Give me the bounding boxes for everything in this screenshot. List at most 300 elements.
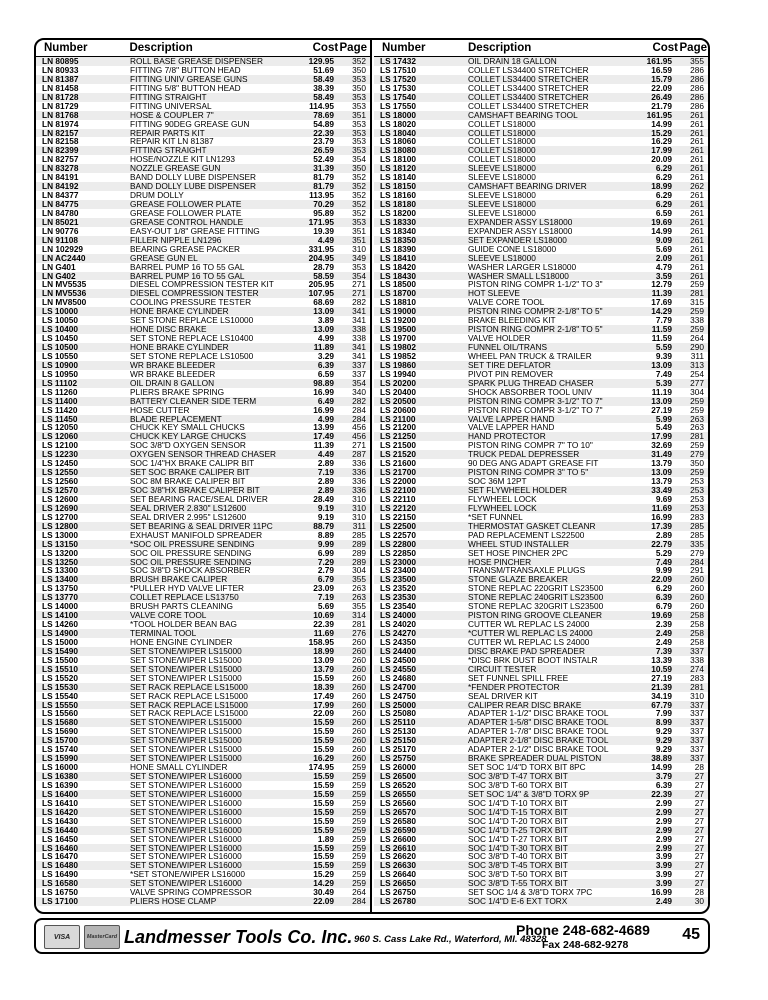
part-description: SOC 1/4"D T-20 TORX BIT — [468, 816, 568, 826]
catalog-page: 310 — [352, 494, 366, 504]
table-row — [374, 477, 710, 486]
catalog-page: 261 — [690, 173, 704, 183]
part-number: LS 22120 — [380, 503, 416, 513]
part-cost: 22.09 — [313, 709, 334, 719]
part-description: EXPANDER ASSY LS18000 — [468, 226, 573, 236]
part-number: LS 22110 — [380, 494, 416, 504]
right-table-body — [374, 57, 710, 906]
part-cost: 8.99 — [655, 718, 672, 728]
part-number: LS 23540 — [380, 602, 416, 612]
part-cost: 13.09 — [313, 307, 334, 317]
catalog-page: 283 — [690, 673, 704, 683]
table-row — [374, 459, 710, 468]
catalog-page: 261 — [690, 235, 704, 245]
catalog-page: 456 — [352, 423, 366, 433]
part-number: LN 102929 — [42, 244, 84, 254]
table-row — [36, 495, 370, 504]
part-description: CALIPER REAR DISC BRAKE — [468, 700, 582, 710]
part-number: LS 25750 — [380, 754, 416, 764]
catalog-page: 338 — [352, 325, 366, 335]
part-description: TRANSM/TRANSAXLE PLUGS — [468, 566, 586, 576]
part-cost: 5.69 — [655, 244, 672, 254]
catalog-page: 261 — [690, 128, 704, 138]
part-number: LS 22800 — [380, 539, 416, 549]
catalog-page: 261 — [690, 164, 704, 174]
part-cost: 6.29 — [655, 200, 672, 209]
part-number: LS 18060 — [380, 137, 416, 147]
part-description: SOC OIL PRESSURE SENDING — [130, 557, 252, 567]
catalog-page: 355 — [352, 602, 366, 612]
part-description: SET STONE/WIPER LS16000 — [130, 816, 242, 826]
part-cost: 23.09 — [313, 584, 334, 594]
catalog-page: 274 — [690, 664, 704, 674]
catalog-page: 315 — [690, 298, 704, 308]
part-description: SEAL DRIVER 2.830" LS12600 — [130, 503, 247, 513]
part-number: LS 24500 — [380, 655, 416, 665]
table-row — [36, 316, 370, 325]
table-row — [36, 665, 370, 674]
table-row — [374, 835, 710, 844]
part-cost: 15.59 — [313, 807, 334, 817]
table-row — [36, 674, 370, 683]
table-row — [374, 754, 710, 763]
part-description: BATTERY CLEANER SIDE TERM — [130, 396, 257, 406]
part-cost: 5.29 — [655, 548, 672, 558]
table-row — [36, 227, 370, 236]
part-cost: 22.39 — [651, 789, 672, 799]
part-description: FLYWHEEL LOCK — [468, 494, 537, 504]
catalog-page: 286 — [690, 65, 704, 75]
part-cost: 4.49 — [317, 450, 334, 460]
part-number: LS 16430 — [42, 816, 78, 826]
part-cost: 28.79 — [313, 262, 334, 272]
part-cost: 98.89 — [313, 378, 334, 388]
part-number: LS 23500 — [380, 575, 416, 585]
part-number: LS 14260 — [42, 620, 78, 629]
table-row — [36, 182, 370, 191]
part-description: PISTON RING COMPR 2-1/8" TO 5" — [468, 307, 603, 317]
part-number: LS 24000 — [380, 611, 416, 621]
table-row — [374, 75, 710, 84]
catalog-page: 349 — [352, 253, 366, 263]
part-description: SOC 3/8"D T-45 TORX BIT — [468, 861, 568, 871]
part-cost: 70.29 — [313, 200, 334, 209]
catalog-page: 341 — [352, 307, 366, 317]
part-description: SOC 1/4"D T-30 TORX BIT — [468, 843, 568, 853]
catalog-page: 261 — [690, 271, 704, 281]
part-description: SOC 1/4"D E-6 EXT TORX — [468, 897, 568, 907]
part-cost: 114.95 — [309, 101, 334, 111]
part-number: LS 11400 — [42, 396, 78, 406]
part-number: LS 13250 — [42, 557, 78, 567]
table-row — [36, 280, 370, 289]
part-cost: 3.79 — [655, 772, 672, 781]
catalog-page: 260 — [352, 736, 366, 746]
part-cost: 11.39 — [651, 289, 672, 299]
catalog-page: 336 — [352, 486, 366, 495]
part-cost: 2.79 — [317, 566, 334, 576]
table-row — [36, 745, 370, 754]
table-row — [374, 683, 710, 692]
part-cost: 174.95 — [308, 763, 334, 772]
part-description: STONE REPLAC 320GRIT LS23500 — [468, 602, 604, 612]
part-description: SHOCK ABSORBER TOOL UNIV — [468, 387, 592, 397]
left-table-body — [36, 57, 370, 906]
table-row — [36, 692, 370, 701]
part-description: SET STONE/WIPER LS16000 — [130, 798, 242, 808]
part-cost: 13.09 — [313, 655, 334, 665]
table-row — [36, 879, 370, 888]
catalog-page: 281 — [690, 682, 704, 692]
table-row — [374, 566, 710, 575]
part-number: LS 18410 — [380, 253, 416, 263]
part-cost: 3.29 — [317, 351, 334, 361]
part-description: SET RACK REPLACE LS15000 — [130, 691, 248, 701]
part-cost: 7.19 — [317, 468, 334, 478]
part-description: SET STONE/WIPER LS15000 — [130, 646, 242, 656]
part-cost: 13.39 — [651, 655, 672, 665]
catalog-page: 353 — [352, 262, 366, 272]
part-cost: 21.79 — [651, 101, 672, 111]
catalog-page: 337 — [690, 745, 704, 755]
catalog-page: 310 — [690, 691, 704, 701]
part-cost: 2.99 — [655, 834, 672, 844]
table-row — [36, 575, 370, 584]
part-number: LS 21520 — [380, 450, 416, 460]
part-cost: 6.79 — [655, 602, 672, 612]
part-number: LN 81974 — [42, 119, 79, 129]
table-row — [374, 137, 710, 146]
part-cost: 3.99 — [655, 852, 672, 862]
part-description: COLLET LS34400 STRETCHER — [468, 74, 589, 84]
part-description: BRAKE SPREADER DUAL PISTON — [468, 754, 602, 764]
part-cost: 2.49 — [655, 897, 672, 907]
part-description: PIVOT PIN REMOVER — [468, 369, 554, 379]
part-number: LN 84377 — [42, 191, 79, 200]
catalog-page: 337 — [690, 736, 704, 746]
part-description: VALVE SPRING COMPRESSOR — [130, 888, 252, 898]
table-row — [374, 549, 710, 558]
catalog-page: 260 — [352, 754, 366, 764]
table-row — [374, 531, 710, 540]
catalog-page: 337 — [690, 754, 704, 764]
part-cost: 19.69 — [651, 611, 672, 621]
part-cost: 18.99 — [651, 182, 672, 192]
table-row — [36, 566, 370, 575]
part-description: ADAPTER 2-1/2" DISC BRAKE TOOL — [468, 745, 609, 755]
part-description: WR BRAKE BLEEDER — [130, 360, 216, 370]
part-cost: 6.39 — [655, 780, 672, 790]
part-number: LS 17540 — [380, 92, 416, 102]
part-cost: 11.59 — [651, 325, 672, 335]
catalog-page: 261 — [690, 137, 704, 147]
part-cost: 9.19 — [317, 503, 334, 513]
part-description: BRUSH PARTS CLEANING — [130, 602, 233, 612]
part-description: VALVE CORE TOOL — [468, 298, 545, 308]
part-description: SET RACK REPLACE LS15000 — [130, 700, 248, 710]
part-description: VALVE LAPPER HAND — [468, 423, 555, 433]
catalog-page: 338 — [690, 316, 704, 326]
table-row — [36, 66, 370, 75]
part-cost: 7.79 — [655, 316, 672, 326]
part-cost: 38.89 — [651, 754, 672, 764]
part-number: LN 91108 — [42, 235, 78, 245]
table-row — [374, 236, 710, 245]
part-number: LS 23000 — [380, 557, 416, 567]
catalog-page: 284 — [352, 414, 366, 424]
part-description: SPARK PLUG THREAD CHASER — [468, 378, 594, 388]
catalog-page: 260 — [352, 655, 366, 665]
table-row — [36, 406, 370, 415]
table-row — [374, 397, 710, 406]
part-cost: 6.39 — [317, 360, 334, 370]
catalog-page: 313 — [690, 360, 704, 370]
part-description: COLLET LS34400 STRETCHER — [468, 65, 589, 75]
catalog-page: 337 — [690, 727, 704, 737]
catalog-page: 27 — [694, 870, 704, 880]
table-row — [374, 665, 710, 674]
part-number: LS 18120 — [380, 164, 416, 174]
catalog-page: 263 — [352, 593, 366, 603]
part-description: PLIERS HOSE CLAMP — [130, 897, 217, 907]
part-description: PISTON RING COMPR 3" TO 5" — [468, 468, 589, 478]
part-number: LS 15490 — [42, 646, 78, 656]
part-description: GREASE GUN EL — [130, 253, 198, 263]
part-description: SET HOSE PINCHER 2PC — [468, 548, 568, 558]
table-row — [36, 701, 370, 710]
part-number: LS 13770 — [42, 593, 78, 603]
part-cost: 22.09 — [651, 575, 672, 585]
part-description: SET FUNNEL SPILL FREE — [468, 673, 569, 683]
catalog-page: 260 — [352, 664, 366, 674]
part-number: LS 21600 — [380, 459, 416, 469]
table-row — [36, 835, 370, 844]
part-cost: 28.49 — [313, 494, 334, 504]
part-number: LS 20600 — [380, 405, 416, 415]
part-description: SET STONE/WIPER LS16000 — [130, 807, 242, 817]
catalog-page: 263 — [690, 423, 704, 433]
catalog-page: 283 — [690, 512, 704, 522]
part-number: LS 17550 — [380, 101, 416, 111]
part-number: LS 22150 — [380, 512, 416, 522]
part-description: SET STONE/WIPER LS16000 — [130, 834, 242, 844]
part-number: LS 21700 — [380, 468, 416, 478]
part-description: FILLER NIPPLE LN1296 — [130, 235, 222, 245]
part-cost: 6.29 — [655, 173, 672, 183]
part-description: OIL DRAIN 8 GALLON — [130, 378, 215, 388]
part-description: WASHER SMALL LS18000 — [468, 271, 569, 281]
part-cost: 15.59 — [313, 852, 334, 862]
part-description: BLADE REPLACEMENT — [130, 414, 222, 424]
part-description: SET STONE/WIPER LS15000 — [130, 664, 242, 674]
part-number: LS 19940 — [380, 369, 416, 379]
table-row — [36, 57, 370, 66]
part-description: WR BRAKE BLEEDER — [130, 369, 216, 379]
part-cost: 15.59 — [313, 780, 334, 790]
part-cost: 9.29 — [655, 745, 672, 755]
catalog-page: 259 — [352, 852, 366, 862]
part-cost: 7.29 — [317, 557, 334, 567]
part-description: REPAIR KIT LN 81387 — [130, 137, 214, 147]
right-column — [374, 40, 710, 912]
table-row — [374, 280, 710, 289]
table-row — [374, 66, 710, 75]
part-cost: 95.89 — [313, 208, 334, 218]
table-row — [36, 531, 370, 540]
part-description: SET STONE REPLACE LS10000 — [130, 316, 254, 326]
catalog-page: 27 — [694, 772, 704, 781]
table-row — [374, 370, 710, 379]
catalog-page: 353 — [352, 146, 366, 156]
part-cost: 17.69 — [651, 298, 672, 308]
table-row — [36, 513, 370, 522]
part-number: LS 23520 — [380, 584, 416, 594]
part-description: HAND PROTECTOR — [468, 432, 546, 442]
table-row — [36, 611, 370, 620]
part-number: LS 12800 — [42, 521, 78, 531]
catalog-page: 261 — [690, 146, 704, 156]
catalog-page: 281 — [690, 432, 704, 442]
part-number: LN 80895 — [42, 57, 79, 66]
part-cost: 2.99 — [655, 843, 672, 853]
table-row — [374, 772, 710, 781]
part-cost: 16.99 — [651, 512, 672, 522]
part-description: ROLL BASE GREASE DISPENSER — [130, 57, 263, 66]
table-row — [36, 602, 370, 611]
part-number: LN 82757 — [42, 155, 79, 165]
part-cost: 16.99 — [651, 888, 672, 898]
part-cost: 18.99 — [313, 646, 334, 656]
catalog-page: 336 — [352, 477, 366, 486]
part-description: SET BEARING RACE/SEAL DRIVER — [130, 494, 268, 504]
part-number: LS 18150 — [380, 182, 416, 192]
table-row — [36, 289, 370, 298]
part-number: LS 11450 — [42, 414, 78, 424]
catalog-page: 261 — [690, 217, 704, 227]
part-number: LS 11102 — [42, 378, 78, 388]
part-number: LS 24700 — [380, 682, 416, 692]
part-number: LS 15520 — [42, 673, 78, 683]
table-row — [36, 254, 370, 263]
part-description: *SET FUNNEL — [468, 512, 523, 522]
part-number: LS 20200 — [380, 378, 416, 388]
catalog-page: 337 — [352, 360, 366, 370]
part-number: LS 22100 — [380, 486, 416, 495]
catalog-page: 258 — [690, 611, 704, 621]
table-row — [36, 870, 370, 879]
part-description: WHEEL PAN TRUCK & TRAILER — [468, 351, 592, 361]
part-number: LS 12550 — [42, 468, 78, 478]
catalog-page: 350 — [690, 459, 704, 469]
part-description: COLLET LS18000 — [468, 119, 536, 129]
part-description: COLLET REPLACE LS13750 — [130, 593, 239, 603]
part-description: SET STONE REPLACE LS10400 — [130, 334, 254, 343]
table-row — [36, 334, 370, 343]
table-row — [36, 772, 370, 781]
part-number: LS 18390 — [380, 244, 416, 254]
part-description: SET RACK REPLACE LS15000 — [130, 709, 248, 719]
part-cost: 9.99 — [317, 539, 334, 549]
part-number: LS 18810 — [380, 298, 416, 308]
part-cost: 107.95 — [308, 289, 334, 299]
part-cost: 15.29 — [313, 870, 334, 880]
catalog-page: 310 — [352, 244, 366, 254]
table-row — [374, 432, 710, 441]
table-row — [374, 611, 710, 620]
part-cost: 22.39 — [313, 128, 334, 138]
catalog-page: 337 — [690, 709, 704, 719]
catalog-page: 350 — [352, 164, 366, 174]
part-description: SET STONE/WIPER LS16000 — [130, 772, 242, 781]
table-row — [36, 450, 370, 459]
table-row — [374, 129, 710, 138]
part-number: LN 82157 — [42, 128, 79, 138]
part-cost: 26.59 — [313, 146, 334, 156]
part-cost: 58.49 — [313, 92, 334, 102]
catalog-page: 287 — [352, 450, 366, 460]
part-description: SLEEVE LS18000 — [468, 200, 536, 209]
catalog-page: 340 — [352, 387, 366, 397]
part-number: LS 26000 — [380, 763, 416, 772]
catalog-page: 279 — [690, 450, 704, 460]
part-number: LS 26750 — [380, 888, 416, 898]
catalog-page: 27 — [694, 861, 704, 871]
catalog-page: 352 — [352, 173, 366, 183]
part-cost: 19.69 — [651, 217, 672, 227]
catalog-page: 291 — [690, 566, 704, 576]
table-row — [36, 808, 370, 817]
part-number: LS 26650 — [380, 879, 416, 889]
part-number: LS 15550 — [42, 700, 78, 710]
catalog-page: 284 — [690, 557, 704, 567]
part-number: LN 81458 — [42, 83, 79, 93]
catalog-page: 311 — [690, 351, 704, 361]
table-row — [36, 620, 370, 629]
table-row — [374, 799, 710, 808]
part-number: LS 11260 — [42, 387, 78, 397]
part-description: SET STONE/WIPER LS16000 — [130, 861, 242, 871]
part-number: LS 20400 — [380, 387, 416, 397]
table-row — [374, 727, 710, 736]
table-row — [374, 647, 710, 656]
catalog-page: 261 — [690, 191, 704, 200]
table-row — [374, 57, 710, 66]
part-description: HONE SMALL CYLINDER — [130, 763, 228, 772]
header-number: Number — [44, 42, 88, 54]
part-description: COLLET LS18000 — [468, 137, 536, 147]
part-number: LS 15560 — [42, 709, 78, 719]
catalog-page: 456 — [352, 432, 366, 442]
table-row — [36, 93, 370, 102]
table-row — [374, 540, 710, 549]
catalog-page: 259 — [352, 834, 366, 844]
part-number: LN 81729 — [42, 101, 79, 111]
catalog-page: 353 — [352, 101, 366, 111]
part-number: LS 18080 — [380, 146, 416, 156]
part-number: LS 12600 — [42, 494, 78, 504]
part-number: LS 15540 — [42, 691, 78, 701]
part-cost: 9.69 — [655, 494, 672, 504]
part-cost: 15.59 — [313, 843, 334, 853]
part-number: LS 18420 — [380, 262, 416, 272]
catalog-page: 353 — [352, 74, 366, 84]
catalog-page: 259 — [690, 405, 704, 415]
catalog-page: 27 — [694, 843, 704, 853]
catalog-page: 284 — [352, 405, 366, 415]
part-cost: 5.39 — [655, 378, 672, 388]
table-row — [36, 781, 370, 790]
catalog-page: 254 — [690, 369, 704, 379]
